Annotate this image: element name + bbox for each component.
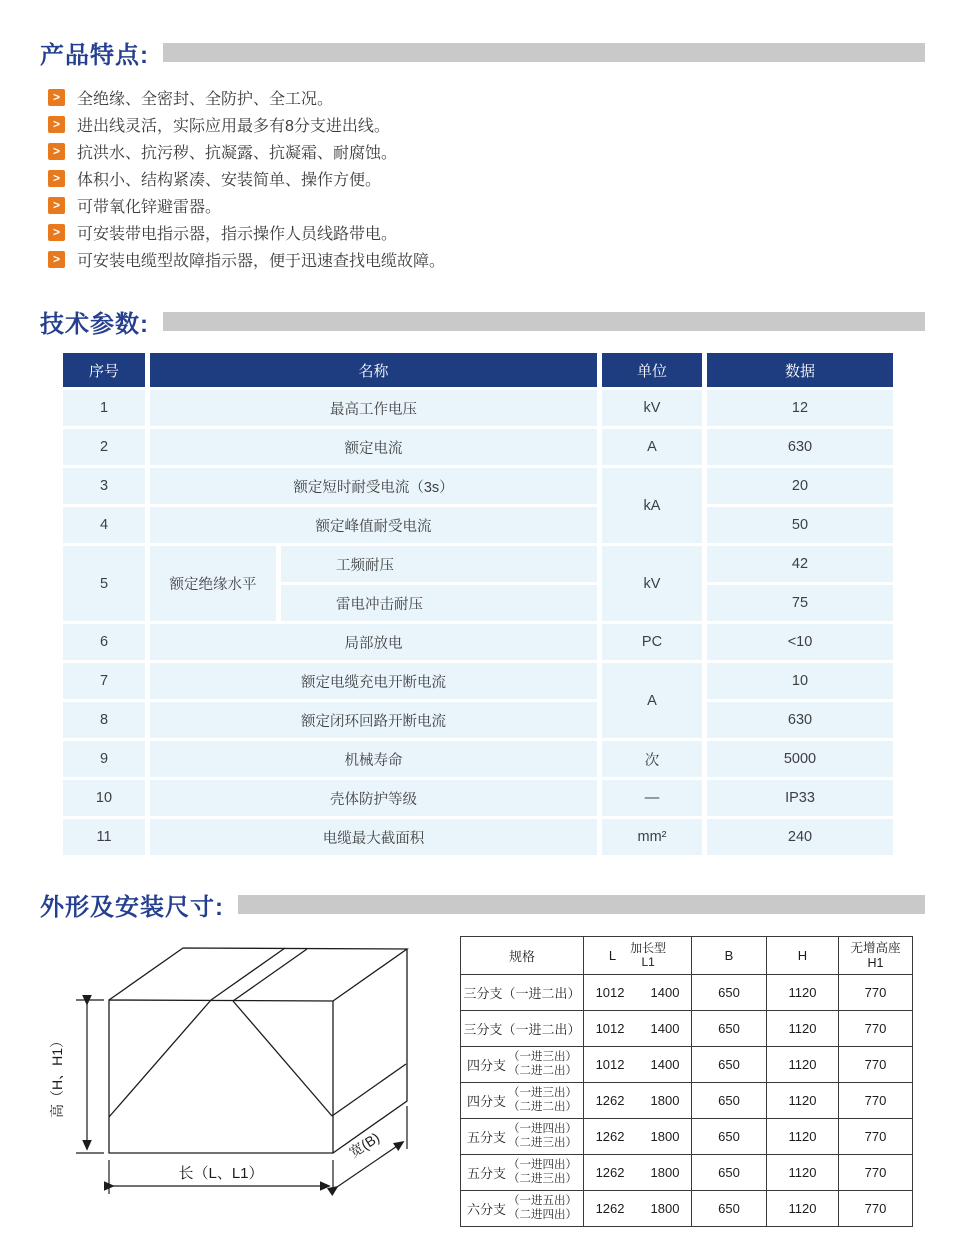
tech-cell: 次 (602, 741, 702, 777)
height-dimension-label: 高（H、H1） (49, 1033, 65, 1119)
tech-cell: 局部放电 (150, 624, 597, 660)
section-title-features: 产品特点: (40, 41, 149, 69)
feature-text: 可安装电缆型故障指示器，便于迅速查找电缆故障。 (77, 253, 446, 270)
tech-cell: 额定电缆充电开断电流 (150, 663, 597, 699)
dimensions-section (40, 936, 925, 1241)
dim-header-h1-top: 无增高座 (850, 940, 901, 955)
feature-item (48, 219, 925, 246)
chevron-bullet-icon: > (48, 143, 65, 160)
tech-cell: 2 (63, 429, 145, 465)
chevron-bullet-icon: > (48, 116, 65, 133)
tech-row (63, 780, 893, 816)
dim-header-ext: 加长型 (630, 940, 667, 955)
dim-h1-cell: 770 (839, 975, 913, 1011)
tech-header-name: 名称 (150, 353, 597, 387)
tech-header-row (63, 353, 893, 387)
dim-h-cell: 1120 (767, 1155, 839, 1191)
dim-header-h1 (839, 937, 913, 975)
dim-length-cell: 1262 1800 (584, 1191, 692, 1227)
section-bar (163, 43, 925, 62)
tech-row (63, 702, 893, 738)
tech-row (63, 390, 893, 426)
dim-h-cell: 1120 (767, 1191, 839, 1227)
dim-spec-cell: 四分支 （一进三出） （二进二出） (461, 1083, 584, 1119)
dim-length-cell: 1262 1800 (584, 1155, 692, 1191)
tech-cell: 5 (63, 546, 145, 621)
feature-text: 进出线灵活，实际应用最多有8分支进出线。 (77, 118, 390, 135)
tech-cell: 工频耐压 (281, 546, 597, 582)
dim-header-spec: 规格 (461, 937, 584, 975)
dim-b-cell: 650 (692, 1083, 767, 1119)
tech-cell: 额定闭环回路开断电流 (150, 702, 597, 738)
dim-length-cell: 1012 1400 (584, 1047, 692, 1083)
tech-parameters-table (58, 350, 898, 858)
section-title-dims: 外形及安装尺寸: (40, 893, 224, 921)
feature-item (48, 246, 925, 273)
dim-header-row (461, 937, 913, 975)
tech-row (63, 624, 893, 660)
tech-cell: 630 (707, 702, 893, 738)
dim-h1-cell: 770 (839, 1119, 913, 1155)
outline-diagram (40, 936, 460, 1241)
length-dimension-label: 长（L、L1） (178, 1165, 264, 1182)
section-bar (163, 312, 925, 331)
dim-h1-cell: 770 (839, 1191, 913, 1227)
tech-cell: 7 (63, 663, 145, 699)
dim-header-b: B (692, 937, 767, 975)
tech-cell: 75 (707, 585, 893, 621)
tech-cell: 额定短时耐受电流（3s） (150, 468, 597, 504)
dim-length-cell: 1012 1400 (584, 1011, 692, 1047)
tech-cell: 额定绝缘水平 (150, 546, 276, 621)
dim-spec-cell: 六分支 （一进五出） （二进四出） (461, 1191, 584, 1227)
tech-cell: 12 (707, 390, 893, 426)
dim-h-cell: 1120 (767, 975, 839, 1011)
tech-row (63, 546, 893, 582)
dim-h-cell: 1120 (767, 1047, 839, 1083)
dim-row (461, 1155, 913, 1191)
chevron-bullet-icon: > (48, 251, 65, 268)
dimension-table (460, 936, 913, 1227)
tech-cell: 8 (63, 702, 145, 738)
tech-row (63, 507, 893, 543)
dim-header-length (584, 937, 692, 975)
tech-cell: 3 (63, 468, 145, 504)
tech-cell: 9 (63, 741, 145, 777)
dim-length-cell: 1012 1400 (584, 975, 692, 1011)
width-dimension-label: 宽(B) (346, 1129, 383, 1161)
dim-length-cell: 1262 1800 (584, 1119, 692, 1155)
chevron-bullet-icon: > (48, 197, 65, 214)
tech-cell: — (602, 780, 702, 816)
dim-h1-cell: 770 (839, 1011, 913, 1047)
tech-header-no: 序号 (63, 353, 145, 387)
tech-row (63, 429, 893, 465)
dim-row (461, 1011, 913, 1047)
dim-h1-cell: 770 (839, 1155, 913, 1191)
tech-cell: 50 (707, 507, 893, 543)
dim-b-cell: 650 (692, 1011, 767, 1047)
dim-header-l: L (608, 948, 617, 963)
tech-cell: 电缆最大截面积 (150, 819, 597, 855)
feature-text: 抗洪水、抗污秽、抗凝露、抗凝霜、耐腐蚀。 (77, 145, 398, 162)
tech-cell: mm² (602, 819, 702, 855)
dim-row (461, 1119, 913, 1155)
tech-cell: 1 (63, 390, 145, 426)
tech-row (63, 741, 893, 777)
feature-item (48, 84, 925, 111)
chevron-bullet-icon: > (48, 224, 65, 241)
section-title-params: 技术参数: (40, 310, 149, 338)
feature-item (48, 192, 925, 219)
tech-cell: kA (602, 468, 702, 543)
tech-cell: 10 (707, 663, 893, 699)
tech-cell: 壳体防护等级 (150, 780, 597, 816)
feature-text: 全绝缘、全密封、全防护、全工况。 (77, 91, 334, 108)
dim-h1-cell: 770 (839, 1047, 913, 1083)
feature-item (48, 165, 925, 192)
dim-spec-cell: 五分支 （一进四出） （二进三出） (461, 1119, 584, 1155)
dim-spec-cell: 三分支（一进二出） (461, 1011, 584, 1047)
tech-row (63, 663, 893, 699)
dim-spec-cell: 四分支 （一进三出） （二进二出） (461, 1047, 584, 1083)
dim-h-cell: 1120 (767, 1119, 839, 1155)
dim-length-cell: 1262 1800 (584, 1083, 692, 1119)
tech-cell: 11 (63, 819, 145, 855)
dim-b-cell: 650 (692, 1047, 767, 1083)
tech-cell: kV (602, 546, 702, 621)
dim-h-cell: 1120 (767, 1011, 839, 1047)
dim-b-cell: 650 (692, 975, 767, 1011)
dim-row (461, 1047, 913, 1083)
cabinet-wireframe-drawing (40, 936, 460, 1236)
tech-cell: 额定峰值耐受电流 (150, 507, 597, 543)
feature-item (48, 111, 925, 138)
chevron-bullet-icon: > (48, 170, 65, 187)
tech-cell: PC (602, 624, 702, 660)
dim-header-h: H (767, 937, 839, 975)
tech-row (63, 468, 893, 504)
tech-cell: 4 (63, 507, 145, 543)
dim-spec-cell: 三分支（一进二出） (461, 975, 584, 1011)
dim-row (461, 1191, 913, 1227)
tech-cell: 10 (63, 780, 145, 816)
tech-table-body (63, 390, 893, 855)
dim-h1-cell: 770 (839, 1083, 913, 1119)
dim-b-cell: 650 (692, 1155, 767, 1191)
tech-cell: 额定电流 (150, 429, 597, 465)
dim-table-body (461, 975, 913, 1227)
dim-h-cell: 1120 (767, 1083, 839, 1119)
section-bar (238, 895, 925, 914)
section-header-features (40, 36, 925, 68)
feature-text: 可带氧化锌避雷器。 (77, 199, 222, 216)
section-header-params (40, 305, 925, 337)
feature-text: 体积小、结构紧凑、安装简单、操作方便。 (77, 172, 382, 189)
tech-cell: 630 (707, 429, 893, 465)
tech-cell: 机械寿命 (150, 741, 597, 777)
dim-row (461, 1083, 913, 1119)
tech-cell: 雷电冲击耐压 (281, 585, 597, 621)
tech-cell: 240 (707, 819, 893, 855)
tech-header-data: 数据 (707, 353, 893, 387)
tech-cell: 5000 (707, 741, 893, 777)
dim-b-cell: 650 (692, 1191, 767, 1227)
tech-row (63, 819, 893, 855)
feature-item (48, 138, 925, 165)
feature-text: 可安装带电指示器，指示操作人员线路带电。 (77, 226, 398, 243)
tech-cell: kV (602, 390, 702, 426)
tech-cell: A (602, 663, 702, 738)
tech-cell: IP33 (707, 780, 893, 816)
tech-cell: 20 (707, 468, 893, 504)
dim-row (461, 975, 913, 1011)
tech-cell: 最高工作电压 (150, 390, 597, 426)
dim-spec-cell: 五分支 （一进四出） （二进三出） (461, 1155, 584, 1191)
dim-header-l1: L1 (641, 954, 655, 969)
chevron-bullet-icon: > (48, 89, 65, 106)
tech-header-unit: 单位 (602, 353, 702, 387)
tech-cell: 42 (707, 546, 893, 582)
tech-cell: 6 (63, 624, 145, 660)
tech-cell: A (602, 429, 702, 465)
section-header-dims (40, 888, 925, 920)
tech-cell: <10 (707, 624, 893, 660)
feature-list (48, 84, 925, 273)
dim-b-cell: 650 (692, 1119, 767, 1155)
dim-header-h1-sub: H1 (867, 955, 884, 970)
